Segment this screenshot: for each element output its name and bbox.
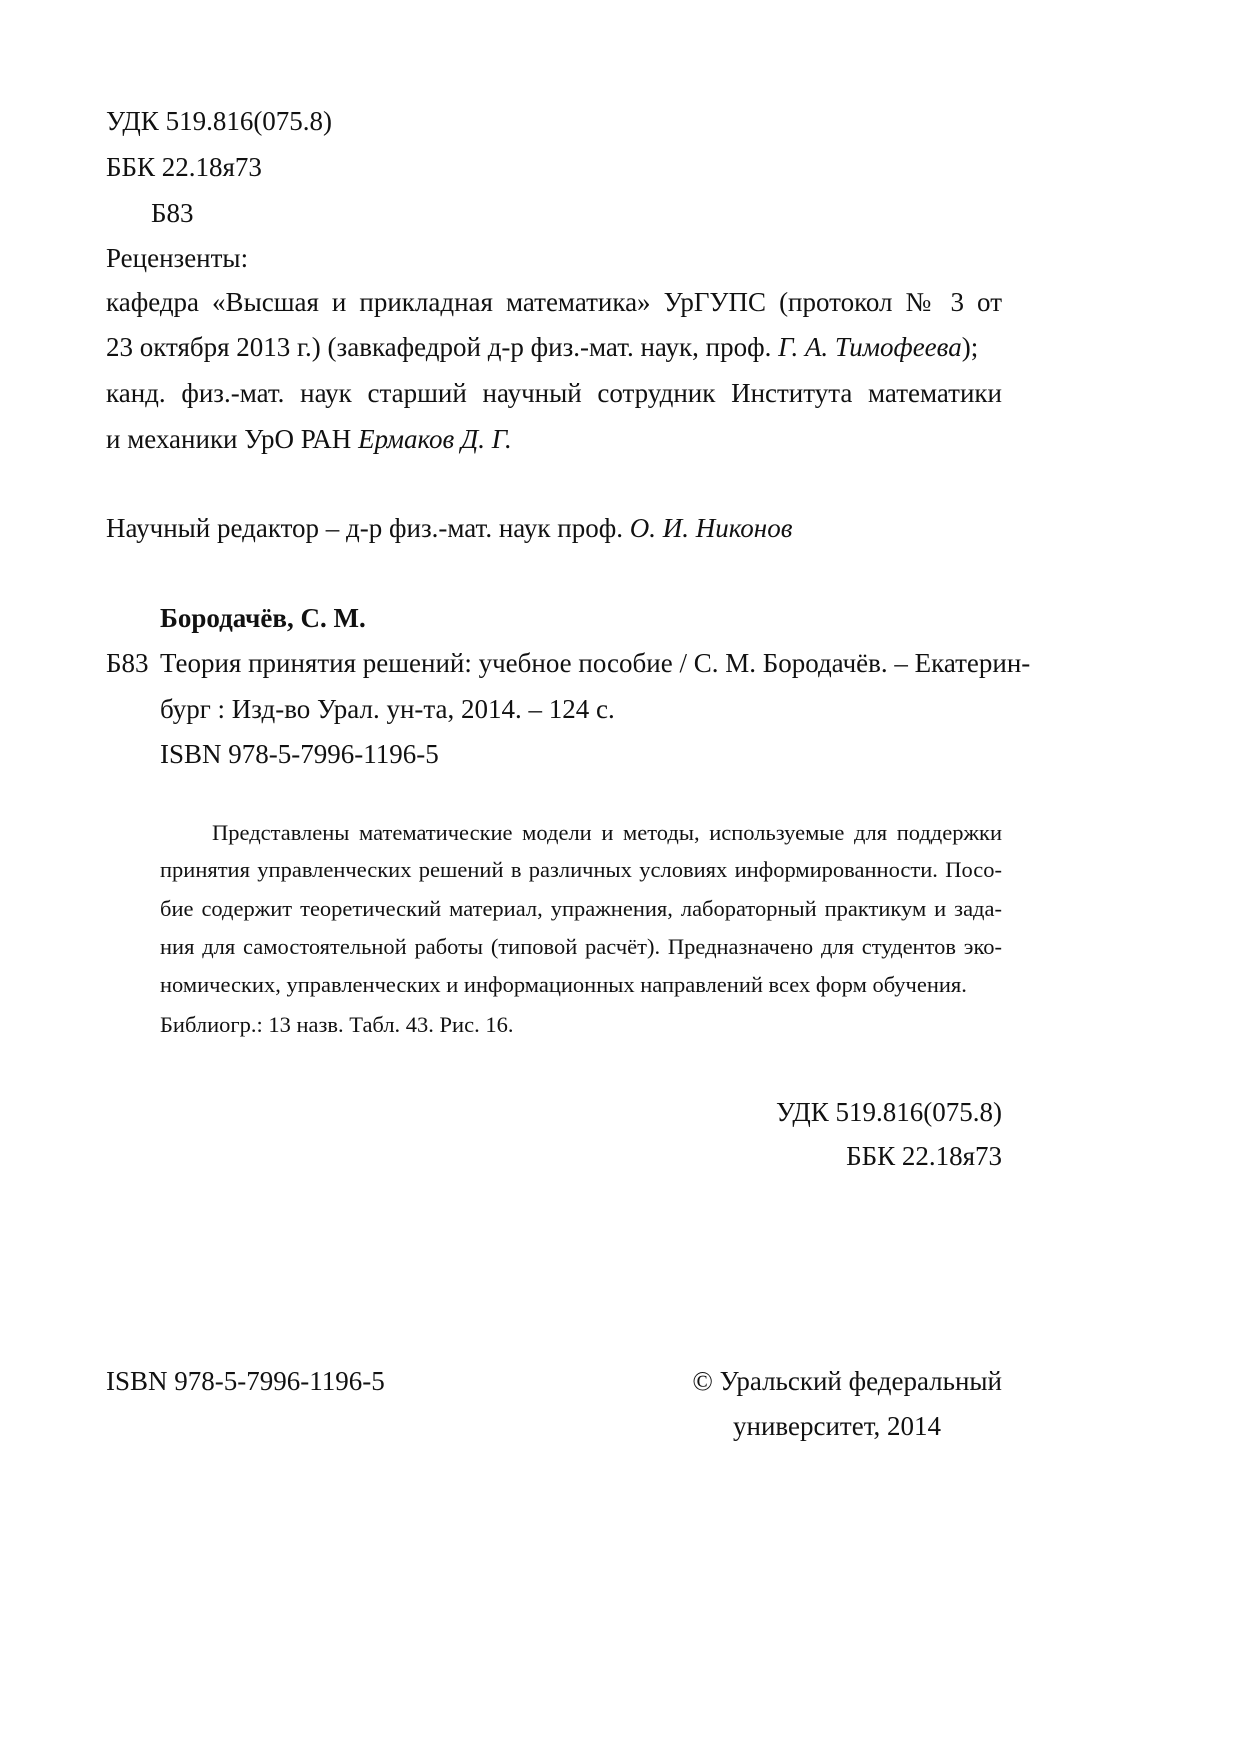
abstract-line-3: бие содержит теоретический материал, упражнения, лабораторный практикум и зада- <box>160 896 1002 921</box>
abstract-line-5: номических, управленческих и информационных направлений всех форм обучения. <box>160 972 967 997</box>
footer-udk-code: УДК 519.816(075.8) <box>775 1097 1002 1127</box>
bottom-isbn: ISBN 978-5-7996-1196-5 <box>106 1366 385 1396</box>
reviewer-line-2 <box>106 334 978 361</box>
copyright-line-2: университет, 2014 <box>733 1411 941 1441</box>
reviewers-heading: Рецензенты: <box>106 243 249 273</box>
book-isbn: ISBN 978-5-7996-1196-5 <box>160 739 439 769</box>
biblio-code: Б83 <box>106 648 149 678</box>
editor-name: О. И. Никонов <box>629 513 793 543</box>
reviewer-name-ermakov: Ермаков Д. Г. <box>358 424 512 454</box>
reviewer-line-2-tail: ); <box>961 332 979 362</box>
footer-bbk-code: ББК 22.18я73 <box>846 1141 1002 1171</box>
udk-code: УДК 519.816(075.8) <box>106 106 333 136</box>
reviewer-line-4-text: и механики УрО РАН <box>106 424 359 454</box>
copyright-line-1: © Уральский федеральный <box>692 1366 1002 1396</box>
reviewer-line-2-text: 23 октября 2013 г.) (завкафедрой д-р физ.-мат. наук, проф. <box>106 332 779 362</box>
abstract-line-4: ния для самостоятельной работы (типовой расчёт). Предназначено для студентов эко- <box>160 934 1002 959</box>
reviewer-line-4 <box>106 426 512 453</box>
abstract-line-2: принятия управленческих решений в различных условиях информированности. Посо- <box>160 857 1002 882</box>
abstract-stats: Библиогр.: 13 назв. Табл. 43. Рис. 16. <box>160 1012 514 1037</box>
book-author: Бородачёв, С. М. <box>160 603 366 633</box>
scientific-editor <box>106 515 792 542</box>
abstract-line-1: Представлены математические модели и методы, используемые для поддержки <box>212 820 1002 845</box>
book-title-line-1: Теория принятия решений: учебное пособие / С. М. Бородачёв. – Екатерин- <box>160 648 1031 678</box>
reviewer-name-timofeeva: Г. А. Тимофеева <box>778 332 962 362</box>
bbk-code: ББК 22.18я73 <box>106 152 262 182</box>
reviewer-line-3: канд. физ.-мат. наук старший научный сотрудник Института математики <box>106 378 1002 408</box>
editor-text: Научный редактор – д-р физ.-мат. наук проф. <box>106 513 630 543</box>
author-mark: Б83 <box>151 198 194 228</box>
reviewer-line-1: кафедра «Высшая и прикладная математика» УрГУПС (протокол № 3 от <box>106 287 1002 317</box>
book-title-line-2: бург : Изд-во Урал. ун-та, 2014. – 124 с. <box>160 694 615 724</box>
